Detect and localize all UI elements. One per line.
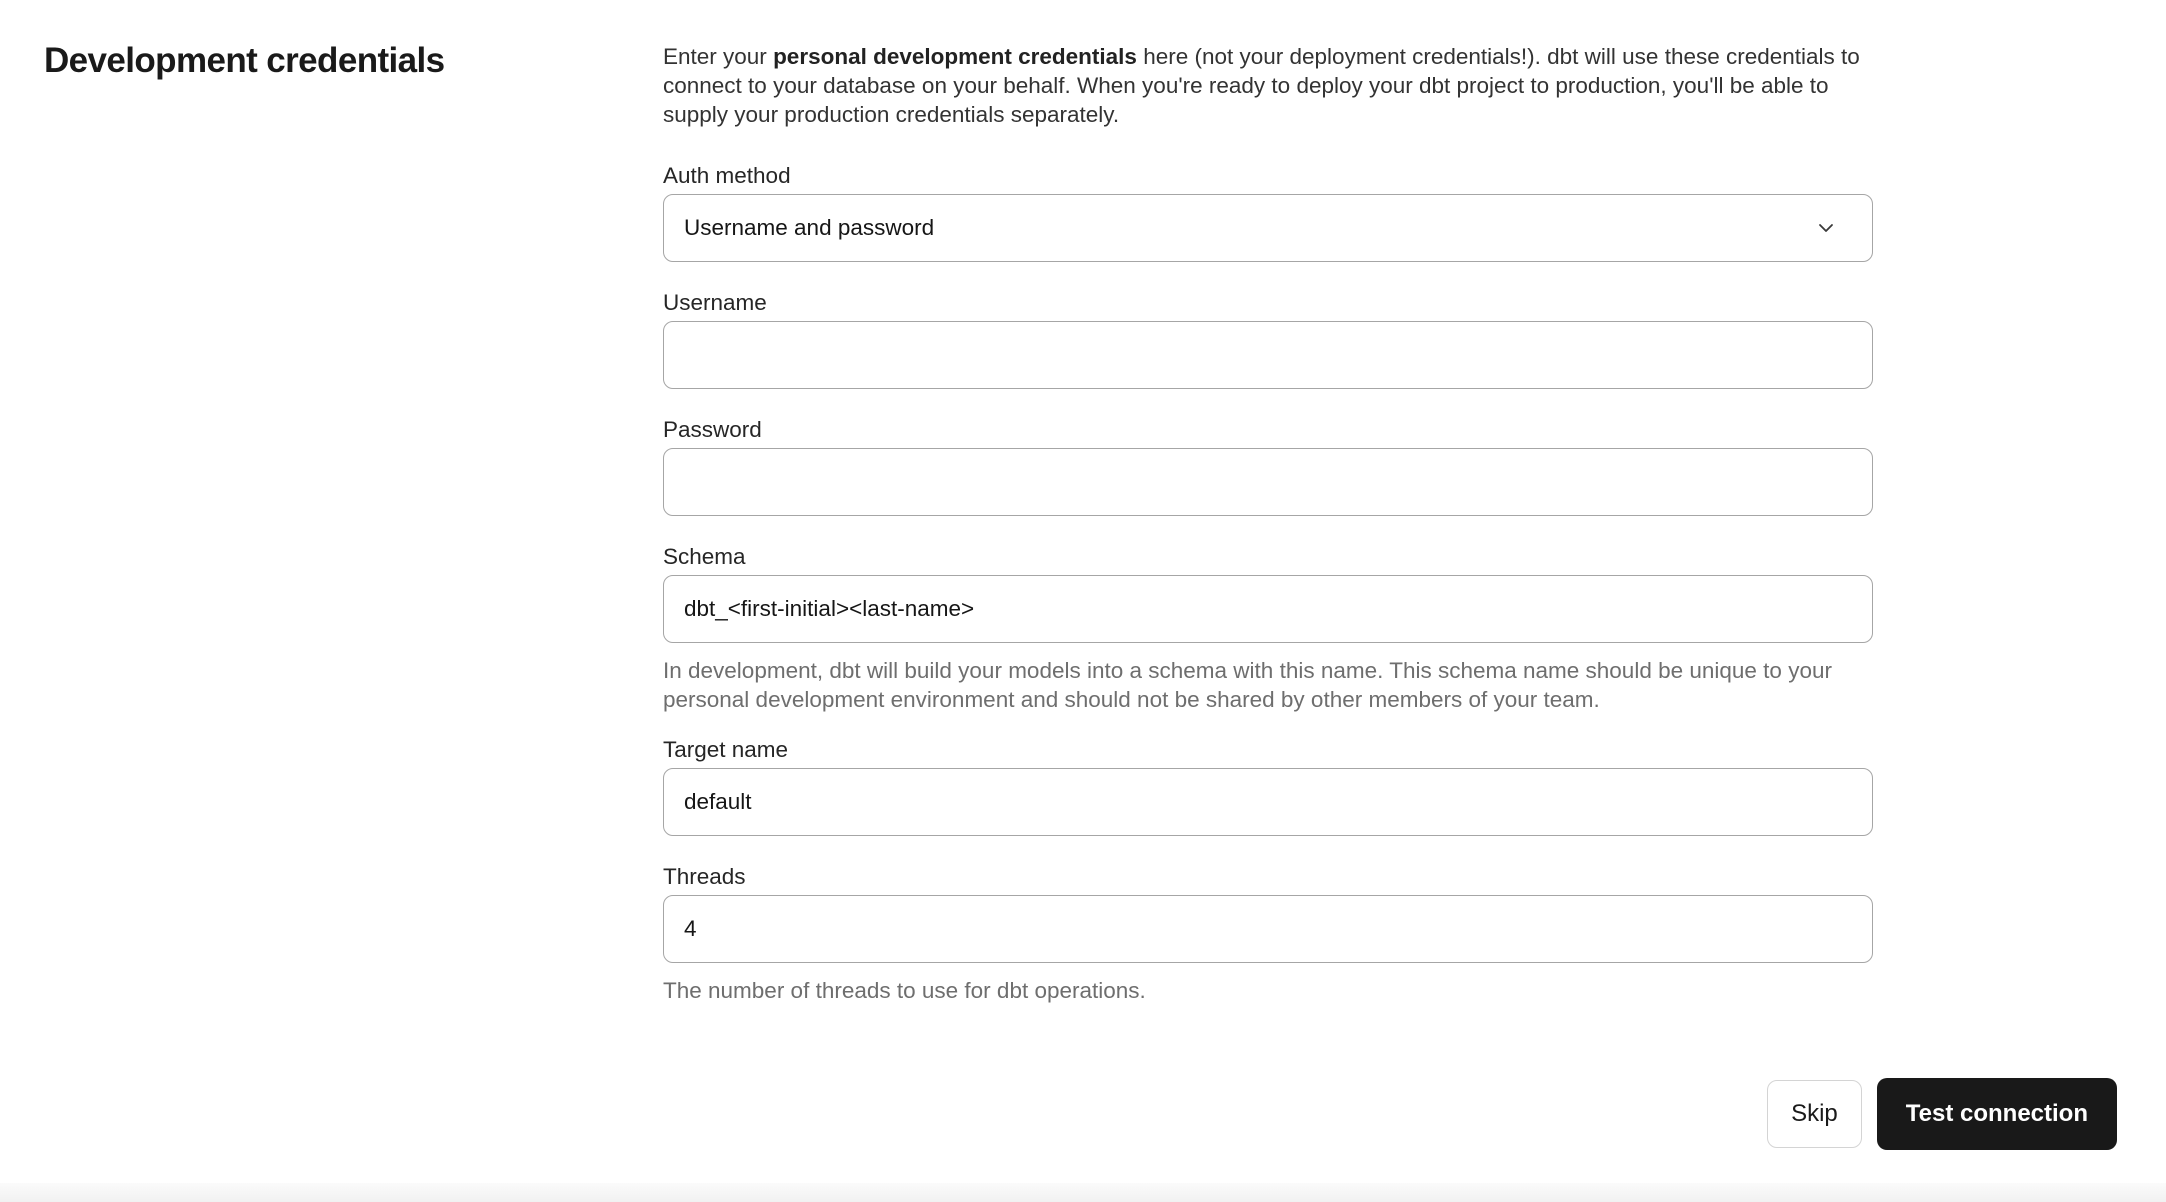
threads-help-text: The number of threads to use for dbt operations.: [663, 978, 1146, 1003]
username-input[interactable]: [663, 321, 1873, 389]
footer-actions: [1767, 1078, 2117, 1150]
password-label: Password: [663, 417, 762, 442]
intro-pre: Enter your: [663, 44, 774, 69]
target-name-input[interactable]: [663, 768, 1873, 836]
test-connection-button[interactable]: Test connection: [1877, 1078, 2117, 1150]
target-name-field: [663, 738, 1873, 836]
schema-input[interactable]: [663, 575, 1873, 643]
chevron-down-icon: [1814, 216, 1838, 240]
threads-field: [663, 865, 1873, 1005]
auth-method-select[interactable]: [663, 194, 1873, 262]
threads-label: Threads: [663, 864, 746, 889]
password-input[interactable]: [663, 448, 1873, 516]
bottom-strip: [0, 1183, 2166, 1202]
schema-help-text: In development, dbt will build your models into a schema with this name. This schema name should be unique to your personal development environment and should not be shared by other members of your team.: [663, 658, 1832, 712]
auth-method-field: [663, 164, 1873, 262]
schema-field: [663, 545, 1873, 714]
title-column: [44, 40, 663, 82]
schema-label: Schema: [663, 544, 746, 569]
auth-method-selected-value: Username and password: [684, 215, 935, 240]
password-field: [663, 418, 1873, 516]
username-label: Username: [663, 290, 767, 315]
auth-method-label: Auth method: [663, 163, 791, 188]
intro-text: [663, 42, 1873, 129]
intro-post: here (not your deployment credentials!). dbt will use these credentials to connect to your database on your behalf. When you're ready to deploy your dbt project to production, you'll be able to supply your production credentials separately.: [663, 44, 1860, 127]
page-title: Development credentials: [44, 41, 445, 80]
form-column: [663, 40, 1873, 1005]
target-name-label: Target name: [663, 737, 789, 762]
skip-button[interactable]: Skip: [1767, 1080, 1862, 1148]
username-field: [663, 291, 1873, 389]
threads-input[interactable]: [663, 895, 1873, 963]
intro-bold: personal development credentials: [773, 44, 1137, 69]
